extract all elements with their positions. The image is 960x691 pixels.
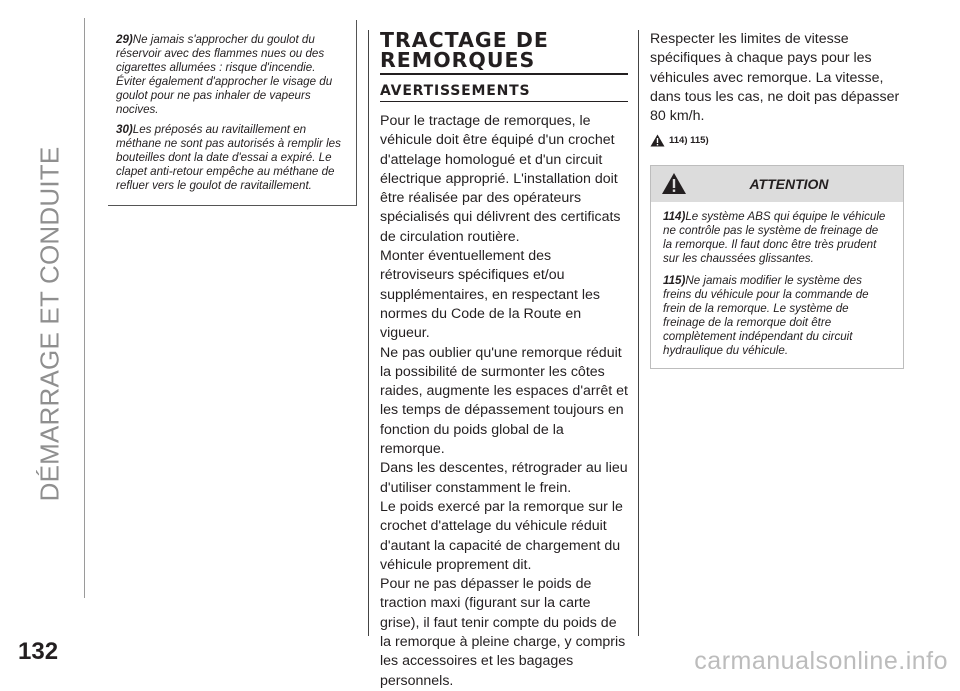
attention-note (663, 274, 887, 358)
body-paragraph: Respecter les limites de vitesse spécifiques à chaque pays pour les véhicules avec remorque. La vitesse, dans tous les cas, ne doit pas dépasser 80 km/h. (650, 31, 900, 125)
body-paragraph: Pour ne pas dépasser le poids de traction maxi (figurant sur la carte grise), il faut tenir compte du poids de la remorque à pleine charge, y compris les accessoires et les bagages personnels. (380, 576, 626, 689)
warning-reference (650, 134, 904, 147)
column-divider-left (368, 30, 369, 636)
right-column (650, 30, 904, 369)
page-number: 132 (18, 638, 59, 665)
heading-rule (380, 73, 628, 75)
heading-line-1: TRACTAGE DE (380, 28, 549, 52)
warning-triangle-icon (650, 134, 665, 147)
note-item (116, 123, 346, 193)
side-divider (84, 18, 85, 598)
note-number: 115) (663, 274, 686, 288)
attention-title: ATTENTION (749, 176, 829, 193)
body-paragraph: Le poids exercé par la remorque sur le crochet d'attelage du véhicule réduit d'autant la capacité de chargement du véhicule proprement dit. (380, 498, 623, 573)
body-paragraph: Monter éventuellement des rétroviseurs spécifiques et/ou supplémentaires, en respectant les normes du Code de la Route en vigueur. (380, 248, 601, 342)
subheading: AVERTISSEMENTS (380, 83, 531, 99)
note-text: Ne jamais s'approcher du goulot du réservoir avec des flammes nues ou des cigarettes allumées : risque d'incendie. Éviter également d'approcher le visage du goulot pour ne pas inhaler de vapeurs nocives. (116, 33, 333, 116)
note-number: 30) (116, 123, 133, 136)
attention-header (651, 166, 903, 202)
section-heading (380, 30, 628, 70)
watermark: carmanualsonline.info (694, 647, 948, 675)
column-divider-right (638, 30, 639, 636)
reference-numbers: 114) 115) (669, 135, 709, 147)
section-side-title: DÉMARRAGE ET CONDUITE (34, 146, 65, 502)
note-text: Les préposés au ravitaillement en méthane ne sont pas autorisés à remplir les bouteilles dont la date d'essai a expiré. Le clapet anti-retour empêche au méthane de refluer vers le goulot de ravitaillement. (116, 123, 341, 192)
body-paragraph: Ne pas oublier qu'une remorque réduit la possibilité de surmonter les côtes raides, augmente les espaces d'arrêt et les temps de dépassement toujours en fonction du poids global de la remorque. (380, 344, 628, 458)
body-paragraph: Pour le tractage de remorques, le véhicule doit être équipé d'un crochet d'attelage homologué et d'un circuit électrique approprié. L'installation doit être réalisée par des opérateurs spécialisés qui délivrent des certificats de circulation routière. (380, 113, 621, 245)
note-number: 114) (663, 210, 686, 224)
note-number: 29) (116, 33, 133, 46)
attention-note (663, 210, 887, 266)
note-text: Ne jamais modifier le système des freins du véhicule pour la commande de frein de la remorque. Le système de freinage de la remorque doit être complètement indépendant du circuit hydraulique du véhicule. (663, 274, 869, 358)
main-column (380, 30, 628, 691)
attention-box (650, 165, 904, 369)
note-item (116, 33, 346, 117)
body-paragraph: Dans les descentes, rétrograder au lieu d'utiliser constamment le frein. (380, 460, 628, 496)
note-text: Le système ABS qui équipe le véhicule ne contrôle pas le système de freinage de la remorque. Il faut donc être très prudent sur les chaussées glissantes. (663, 210, 886, 266)
notes-box (108, 20, 357, 206)
heading-line-2: REMORQUES (380, 48, 536, 72)
subheading-rule (380, 101, 628, 102)
warning-triangle-icon (661, 172, 687, 195)
